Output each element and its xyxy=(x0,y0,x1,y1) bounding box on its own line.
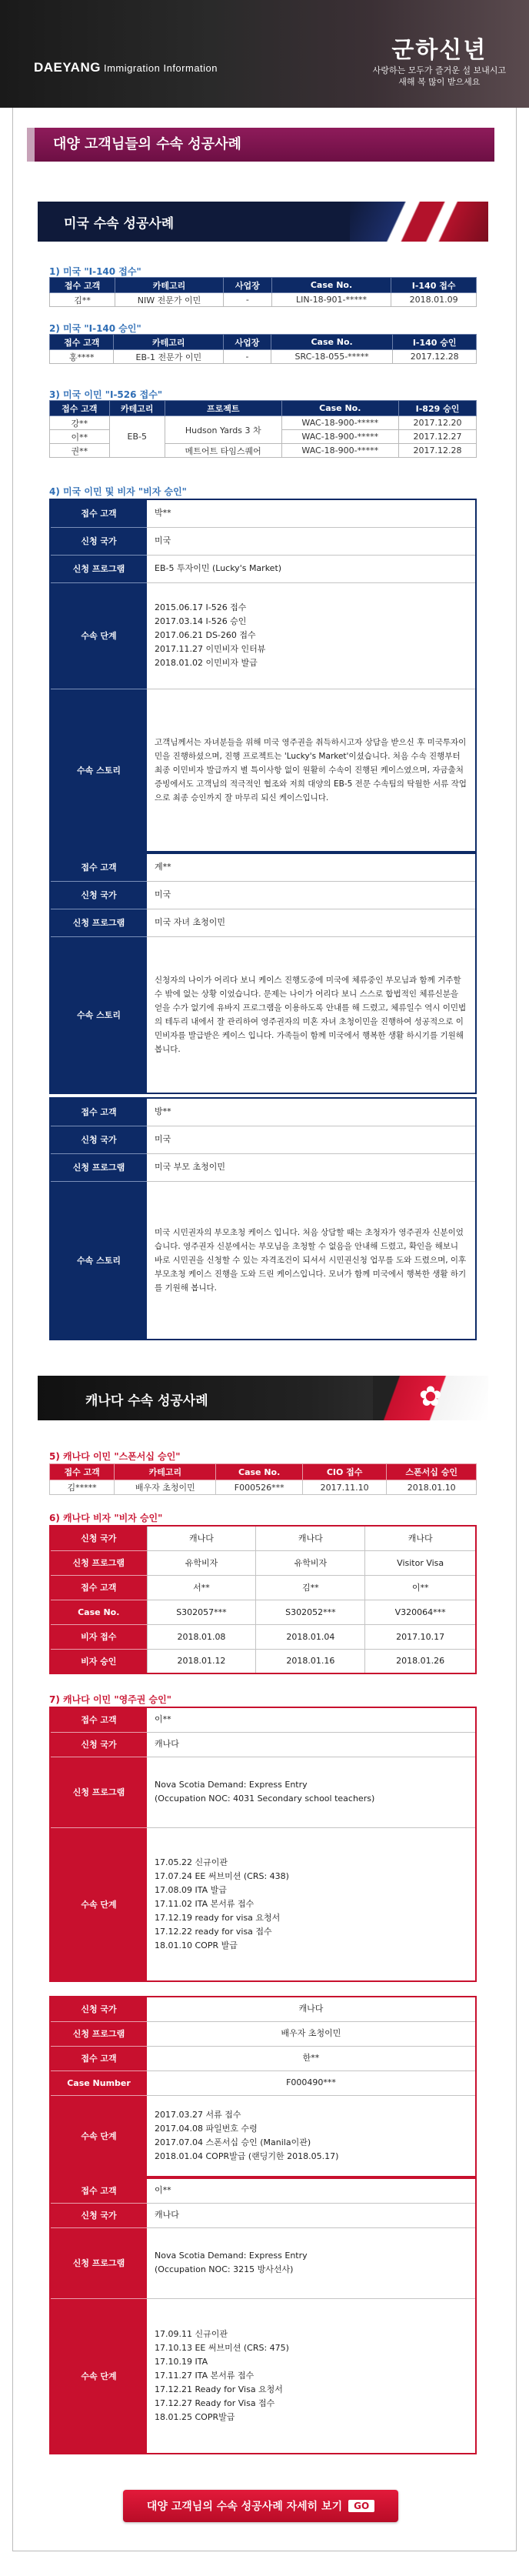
step-item: 17.12.22 ready for visa 접수 xyxy=(155,1926,272,1937)
step-item: 17.05.22 신규이관 xyxy=(155,1857,228,1867)
country-value: 캐나다 xyxy=(147,1997,476,2021)
ca-visa-table xyxy=(49,1525,477,1674)
ca-case-6-table xyxy=(49,2177,477,2454)
table-cell: 2018.01.04 xyxy=(256,1624,365,1649)
program-line: Nova Scotia Demand: Express Entry xyxy=(155,2251,308,2261)
row-label: 신청 국가 xyxy=(50,1732,147,1757)
row-label: 신청 국가 xyxy=(50,2203,147,2227)
us-case-1-table xyxy=(49,499,477,853)
program-value xyxy=(147,1757,476,1827)
table-cell: F000526*** xyxy=(216,1480,302,1495)
row-label: 신청 국가 xyxy=(50,1126,147,1153)
us-case-3-table xyxy=(49,1097,477,1340)
step-item: 17.12.21 Ready for Visa 요청서 xyxy=(155,2384,283,2394)
country-value: 캐나다 xyxy=(147,1732,476,1757)
table-cell: 2018.01.12 xyxy=(147,1649,256,1673)
row-label: 접수 고객 xyxy=(50,853,147,881)
row-label: 접수 고객 xyxy=(50,1098,147,1126)
table-header: 카테고리 xyxy=(109,401,165,416)
table-header: Case No. xyxy=(271,335,393,350)
table-cell: LIN-18-901-***** xyxy=(271,293,391,307)
ca-table6-title: 6) 캐나다 비자 "비자 승인" xyxy=(49,1513,163,1523)
row-label: 수속 스토리 xyxy=(50,936,147,1093)
table-cell: Visitor Visa xyxy=(365,1550,476,1575)
row-label: 신청 프로그램 xyxy=(50,1550,147,1575)
canada-section-header xyxy=(38,1376,488,1420)
program-line: (Occupation NOC: 3215 방사선사) xyxy=(155,2264,294,2274)
table-header: Case No. xyxy=(216,1464,302,1480)
step-item: 2017.11.27 이민비자 인터뷰 xyxy=(155,644,266,654)
table-cell: 2017.12.20 xyxy=(399,416,477,430)
program-value: 미국 부모 초청이민 xyxy=(147,1153,476,1181)
table-cell: WAC-18-900-***** xyxy=(281,430,398,444)
table-cell: 2018.01.26 xyxy=(365,1649,476,1673)
story-text: 신청자의 나이가 어리다 보니 케이스 진행도중에 미국에 체류중인 부모님과 함께 거주할 수 밖에 없는 상황 이었습니다. 문제는 나이가 어리다 보니 스스로 합법적인 체류신분을 얻을 수가 없기에 유바지 프로그램을 이용하도록 안내를 해 드렸고, 체류일수 역시 이민법의 테두리 내에서 잘 관리하여 영주권자의 미혼 자녀 초청이민을 진행하여 성공적으로 이민비자를 발급받은 케이스 입니다. 가족들이 함께 미국에서 행복한 생활 하시기를 기원해 봅니다. xyxy=(155,975,467,1054)
customer-value: 계** xyxy=(147,853,476,881)
row-label: 수속 단계 xyxy=(50,2095,147,2177)
brand-subtitle: Immigration Information xyxy=(103,62,218,74)
customer-value: 이** xyxy=(147,2178,476,2203)
table-row xyxy=(50,416,477,430)
table-cell: 권** xyxy=(50,444,110,458)
program-line: Nova Scotia Demand: Express Entry xyxy=(155,1780,308,1790)
go-badge: GO xyxy=(348,2500,374,2512)
table-cell: 유학비자 xyxy=(256,1550,365,1575)
table-header: Case No. xyxy=(281,401,398,416)
us-i526-table xyxy=(49,400,477,458)
table-cell: 2017.12.27 xyxy=(399,430,477,444)
step-item: 17.10.19 ITA xyxy=(155,2356,208,2367)
page-title: 대양 고객님들의 수속 성공사례 xyxy=(53,136,241,152)
row-label: 수속 단계 xyxy=(50,2298,147,2454)
country-value: 미국 xyxy=(147,881,476,909)
footer-frame xyxy=(12,2551,517,2576)
country-value: 캐나다 xyxy=(147,2203,476,2227)
row-label: 신청 프로그램 xyxy=(50,909,147,936)
row-label: Case No. xyxy=(50,1600,147,1624)
table-cell: 김***** xyxy=(50,1480,115,1495)
step-item: 18.01.25 COPR발급 xyxy=(155,2411,235,2422)
step-item: 18.01.10 COPR 발급 xyxy=(155,1940,238,1950)
canada-section-title: 캐나다 수속 성공사례 xyxy=(85,1393,208,1409)
table-cell: 2017.12.28 xyxy=(393,350,477,364)
us-table1-title: 1) 미국 "I-140 접수" xyxy=(49,266,141,277)
row-label: 신청 프로그램 xyxy=(50,1153,147,1181)
table-cell: WAC-18-900-***** xyxy=(281,444,398,458)
table-cell: 강** xyxy=(50,416,110,430)
table-cell: V320064*** xyxy=(365,1600,476,1624)
country-value: 미국 xyxy=(147,1126,476,1153)
row-label: Case Number xyxy=(50,2070,147,2095)
brand-name: DAEYANG xyxy=(34,60,101,75)
step-item: 17.12.27 Ready for Visa 접수 xyxy=(155,2397,275,2408)
program-value: 배우자 초청이민 xyxy=(147,2021,476,2046)
us-table2-title: 2) 미국 "I-140 승인" xyxy=(49,323,141,334)
us-section-title: 미국 수속 성공사례 xyxy=(64,216,175,232)
row-label: 수속 스토리 xyxy=(50,689,147,852)
table-header: I-829 승인 xyxy=(399,401,477,416)
row-label: 접수 고객 xyxy=(50,1707,147,1732)
table-cell: 캐나다 xyxy=(147,1526,256,1550)
table-cell: 이** xyxy=(50,430,110,444)
steps-list xyxy=(147,1827,476,1981)
us-flag-image xyxy=(350,202,488,242)
row-label: 신청 국가 xyxy=(50,1997,147,2021)
program-value: 미국 자녀 초청이민 xyxy=(147,909,476,936)
table-cell: 2017.11.10 xyxy=(302,1480,387,1495)
step-item: 2017.04.08 파일번호 수령 xyxy=(155,2123,258,2134)
table-header: I-140 접수 xyxy=(391,278,477,293)
step-item: 2017.06.21 DS-260 접수 xyxy=(155,630,256,640)
table-cell: 김** xyxy=(256,1575,365,1600)
row-label: 수속 단계 xyxy=(50,1827,147,1981)
brand-logo[interactable] xyxy=(34,60,218,75)
table-cell: 캐나다 xyxy=(365,1526,476,1550)
header-banner xyxy=(0,0,529,108)
view-more-success-cases-button[interactable] xyxy=(123,2490,398,2522)
table-header: 카테고리 xyxy=(115,1464,216,1480)
customer-value: 방** xyxy=(147,1098,476,1126)
table-header: 사업장 xyxy=(224,335,271,350)
customer-value: 박** xyxy=(147,499,476,527)
table-header: 카테고리 xyxy=(115,278,224,293)
program-value: EB-5 투자이민 (Lucky's Market) xyxy=(147,555,476,582)
row-label: 신청 국가 xyxy=(50,527,147,555)
row-label: 접수 고객 xyxy=(50,2046,147,2070)
table-cell: SRC-18-055-***** xyxy=(271,350,393,364)
table-cell: S302057*** xyxy=(147,1600,256,1624)
table-cell: - xyxy=(223,293,271,307)
greeting-line-2: 새해 복 많이 받으세요 xyxy=(398,77,481,87)
table-cell: 이** xyxy=(365,1575,476,1600)
story-text: 고객님께서는 자녀분들을 위해 미국 영주권을 취득하시고자 상담을 받으신 후 미국투자이민을 진행하셨으며, 진행 프로젝트는 'Lucky's Market'이셨습니다. 처음 수속 진행부터 최종 이민비자 발급까지 별 특이사항 없이 원활히 수속이 진행된 케이스였으며, 자금출처 증빙에서도 고객님의 적극적인 협조와 저희 대양의 EB-5 전문 수속팀의 탁월한 서류 작업으로 최종 승인까지 잘 마무리 되신 케이스입니다. xyxy=(155,737,467,802)
table-cell: WAC-18-900-***** xyxy=(281,416,398,430)
row-label: 접수 고객 xyxy=(50,1575,147,1600)
step-item: 17.09.11 신규이관 xyxy=(155,2328,228,2339)
table-cell: 2018.01.10 xyxy=(387,1480,477,1495)
case-number-value: F000490*** xyxy=(147,2070,476,2095)
program-line: (Occupation NOC: 4031 Secondary school teachers) xyxy=(155,1794,375,1804)
row-label: 수속 스토리 xyxy=(50,1181,147,1340)
customer-value: 한** xyxy=(147,2046,476,2070)
table-cell: 서** xyxy=(147,1575,256,1600)
us-table3-title: 3) 미국 이민 "I-526 접수" xyxy=(49,389,163,400)
row-label: 신청 프로그램 xyxy=(50,2021,147,2046)
table-cell: 배우자 초청이민 xyxy=(115,1480,216,1495)
row-label: 신청 국가 xyxy=(50,881,147,909)
table-row xyxy=(50,350,477,364)
step-item: 2018.01.04 COPR발급 (랜딩기한 2018.05.17) xyxy=(155,2151,339,2161)
row-label: 신청 프로그램 xyxy=(50,1757,147,1827)
table-header: 접수 고객 xyxy=(50,1464,115,1480)
table-cell: 2017.12.28 xyxy=(399,444,477,458)
step-item: 2017.03.27 서류 접수 xyxy=(155,2109,241,2120)
table-row xyxy=(50,1480,477,1495)
program-value xyxy=(147,2227,476,2298)
row-label: 비자 승인 xyxy=(50,1649,147,1673)
step-item: 2017.03.14 I-526 승인 xyxy=(155,616,247,626)
steps-list xyxy=(147,2095,476,2177)
table-cell: Hudson Yards 3 차 xyxy=(165,416,281,444)
us-case-2-table xyxy=(49,853,477,1094)
step-item: 2015.06.17 I-526 접수 xyxy=(155,602,247,612)
step-item: 17.08.09 ITA 발급 xyxy=(155,1884,227,1895)
row-label: 신청 프로그램 xyxy=(50,2227,147,2298)
cta-label: 대양 고객님의 수속 성공사례 자세히 보기 xyxy=(146,2501,343,2513)
table-header: 접수 고객 xyxy=(50,401,110,416)
story-text: 미국 시민권자의 부모초청 케이스 입니다. 처음 상담할 때는 초청자가 영주권자 신분이었습니다. 영주권자 신분에서는 부모님을 초청할 수 없음을 안내해 드렸고, 확인을 해보니 바로 시민권을 신청할 수 있는 자격조건이 되셔서 시민권신청 업무를 도와 드렸으며, 이후 부모초청 케이스 진행을 도와 드린 케이스입니다. 모녀가 함께 미국에서 행복한 생활 하기를 기원해 봅니다. xyxy=(155,1227,467,1293)
us-i140-approval-table xyxy=(49,334,477,364)
greeting-line-1: 사랑하는 모두가 즐거운 설 보내시고 xyxy=(372,65,506,75)
step-item: 2017.07.04 스폰서십 승인 (Manila이관) xyxy=(155,2137,311,2147)
table-row xyxy=(50,293,477,307)
table-cell: NIW 전문가 이민 xyxy=(115,293,224,307)
step-item: 17.11.27 ITA 본서류 접수 xyxy=(155,2370,255,2381)
row-label: 접수 고객 xyxy=(50,2178,147,2203)
step-item: 17.07.24 EE 써브미션 (CRS: 438) xyxy=(155,1870,289,1881)
table-header: Case No. xyxy=(271,278,391,293)
table-cell: 홍**** xyxy=(50,350,114,364)
table-cell: 캐나다 xyxy=(256,1526,365,1550)
row-label: 신청 국가 xyxy=(50,1526,147,1550)
row-label: 비자 접수 xyxy=(50,1624,147,1649)
row-label: 접수 고객 xyxy=(50,499,147,527)
table-cell: 메트어트 타임스퀘어 xyxy=(165,444,281,458)
table-header: 사업장 xyxy=(223,278,271,293)
customer-value: 이** xyxy=(147,1707,476,1732)
greeting-title: 군하신년 xyxy=(391,37,487,64)
table-header: 프로젝트 xyxy=(165,401,281,416)
step-item: 2018.01.02 이민비자 발급 xyxy=(155,658,258,668)
table-cell: S302052*** xyxy=(256,1600,365,1624)
table-header: 접수 고객 xyxy=(50,335,114,350)
maple-leaf-icon: ✿ xyxy=(418,1381,442,1413)
us-table4-title: 4) 미국 이민 및 비자 "비자 승인" xyxy=(49,486,187,497)
steps-list xyxy=(147,582,476,689)
us-section-header xyxy=(38,202,488,242)
ca-table7-title: 7) 캐나다 이민 "영주권 승인" xyxy=(49,1694,171,1705)
steps-list xyxy=(147,2298,476,2454)
country-value: 미국 xyxy=(147,527,476,555)
table-cell: 2017.10.17 xyxy=(365,1624,476,1649)
table-header: 카테고리 xyxy=(114,335,224,350)
row-label: 수속 단계 xyxy=(50,582,147,689)
ca-case-5-table xyxy=(49,1996,477,2177)
table-cell: 김** xyxy=(50,293,115,307)
ca-table5-title: 5) 캐나다 이민 "스폰서십 승인" xyxy=(49,1451,181,1462)
table-header: CIO 접수 xyxy=(302,1464,387,1480)
page-title-bar xyxy=(27,128,494,162)
table-header: 접수 고객 xyxy=(50,278,115,293)
ca-sponsorship-table xyxy=(49,1463,477,1495)
table-cell: EB-5 xyxy=(109,416,165,458)
step-item: 17.11.02 ITA 본서류 접수 xyxy=(155,1898,255,1909)
ca-case-4-table xyxy=(49,1707,477,1982)
table-cell: EB-1 전문가 이민 xyxy=(114,350,224,364)
step-item: 17.10.13 EE 써브미션 (CRS: 475) xyxy=(155,2342,289,2353)
new-year-greeting xyxy=(373,31,506,88)
us-i140-filing-table xyxy=(49,277,477,307)
table-cell: 2018.01.16 xyxy=(256,1649,365,1673)
table-cell: 2018.01.09 xyxy=(391,293,477,307)
table-cell: - xyxy=(224,350,271,364)
table-cell: 2018.01.08 xyxy=(147,1624,256,1649)
table-cell: 유학비자 xyxy=(147,1550,256,1575)
table-header: I-140 승인 xyxy=(393,335,477,350)
table-header: 스폰서십 승인 xyxy=(387,1464,477,1480)
step-item: 17.12.19 ready for visa 요청서 xyxy=(155,1912,281,1923)
row-label: 신청 프로그램 xyxy=(50,555,147,582)
